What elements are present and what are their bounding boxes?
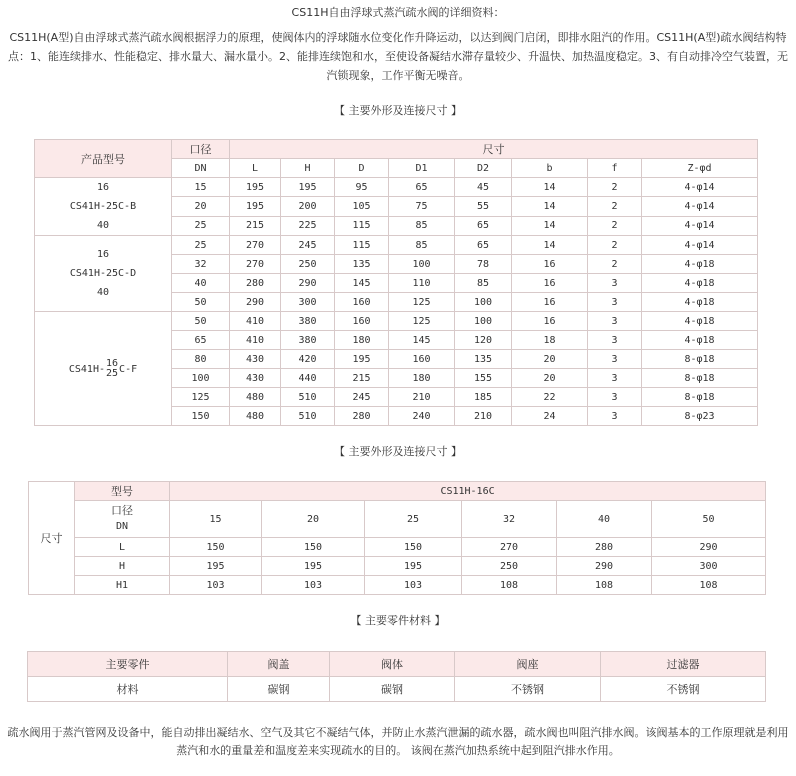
model-lines [35, 245, 171, 302]
table-cell: 14 [512, 178, 588, 197]
table-cell: 280 [335, 407, 389, 426]
table-cell: 510 [281, 388, 335, 407]
table-cell: 3 [588, 312, 642, 331]
column-header: f [588, 159, 642, 178]
material-header: 过滤器 [601, 652, 766, 677]
table-cell: 75 [389, 197, 455, 216]
table-cell: 15 [172, 178, 230, 197]
material-value: 碳钢 [228, 677, 330, 702]
model-line: 40 [96, 220, 110, 231]
section-title-dimensions-2: 【 主要外形及连接尺寸 】 [334, 445, 462, 458]
intro-paragraph: CS11H(A型)自由浮球式蒸汽疏水阀根据浮力的原理，使阀体内的浮球随水位变化作升降运动，以达到阀门启闭，即排水阻汽的作用。CS11H(A型)疏水阀结构特点：1、能连续排水、性能稳定、排水量大、漏水量小。2、能排连续饱和水，至使设备凝结水滞存量较少、升温快、加热温度稳定。3、有自动排冷空气装置，无汽锁现象，工作平衡无噪音。 [8, 31, 788, 82]
table-cell: 65 [455, 236, 512, 255]
page-title: CS11H自由浮球式蒸汽疏水阀的详细资料： [291, 6, 505, 19]
table-cell: 380 [281, 312, 335, 331]
table-cell: 3 [588, 274, 642, 293]
dn-value: 40 [557, 501, 652, 538]
table-cell: 195 [262, 557, 365, 576]
table-row [29, 557, 766, 576]
table-cell: 430 [230, 369, 281, 388]
table-cell: 200 [281, 197, 335, 216]
dimension-table-cs11h [28, 481, 766, 595]
header-bore: 口径 [172, 140, 230, 159]
table-cell: 380 [281, 331, 335, 350]
table-cell: 300 [281, 293, 335, 312]
bore-label: 口径 [111, 504, 133, 517]
table-cell: 480 [230, 407, 281, 426]
table-cell: 185 [455, 388, 512, 407]
table-cell: 280 [557, 538, 652, 557]
table-cell: 195 [281, 178, 335, 197]
table-cell: 290 [557, 557, 652, 576]
model-lines [35, 178, 171, 235]
table-cell: 25 [172, 236, 230, 255]
table-cell: 105 [335, 197, 389, 216]
material-header: 阀体 [330, 652, 455, 677]
table-cell: 3 [588, 369, 642, 388]
table-cell: 160 [389, 350, 455, 369]
table-cell: 85 [455, 274, 512, 293]
column-header: DN [172, 159, 230, 178]
table-cell: 210 [389, 388, 455, 407]
materials-table [27, 651, 766, 702]
table-cell: 125 [389, 312, 455, 331]
table-cell: 125 [172, 388, 230, 407]
column-header: L [230, 159, 281, 178]
table-cell: 240 [389, 407, 455, 426]
dimension-table-cs41h [34, 139, 758, 426]
table-cell: 85 [389, 216, 455, 235]
model-suffix: C-F [119, 363, 138, 375]
model-line: 16 [96, 249, 110, 260]
column-header: H [281, 159, 335, 178]
table-cell: 420 [281, 350, 335, 369]
table-cell: 290 [652, 538, 766, 557]
table-cell: 180 [335, 331, 389, 350]
table-cell: 4-φ18 [642, 312, 758, 331]
table-cell: 155 [455, 369, 512, 388]
header-size: 尺寸 [230, 140, 758, 159]
table-cell: 195 [230, 178, 281, 197]
table-cell: 270 [462, 538, 557, 557]
table-cell: 100 [172, 369, 230, 388]
row-label: H1 [75, 576, 170, 595]
table-cell: 150 [172, 407, 230, 426]
model-line: 16 [96, 182, 110, 193]
table-row [29, 538, 766, 557]
table-row [35, 236, 758, 255]
table-cell: 4-φ14 [642, 197, 758, 216]
table-cell: 145 [389, 331, 455, 350]
material-header: 主要零件 [28, 652, 228, 677]
section-title-dimensions-1: 【 主要外形及连接尺寸 】 [334, 104, 462, 117]
material-value: 不锈钢 [455, 677, 601, 702]
table-cell: 150 [170, 538, 262, 557]
dn-value: 15 [170, 501, 262, 538]
table-cell: 180 [389, 369, 455, 388]
row-label: L [75, 538, 170, 557]
table-cell: 150 [262, 538, 365, 557]
table-cell: 32 [172, 255, 230, 274]
table-cell: 250 [462, 557, 557, 576]
model-pressure-range [106, 359, 118, 379]
dn-value: 32 [462, 501, 557, 538]
table-cell: 16 [512, 274, 588, 293]
table-cell: 510 [281, 407, 335, 426]
model-prefix: CS41H- [68, 363, 105, 375]
table-row [35, 312, 758, 331]
table-cell: 250 [281, 255, 335, 274]
model-pressure-top: 16 [106, 357, 119, 369]
table-cell: 16 [512, 255, 588, 274]
header-product-model: 产品型号 [35, 140, 172, 178]
table-cell: 270 [230, 236, 281, 255]
table-cell: 40 [172, 274, 230, 293]
table-cell: 215 [230, 216, 281, 235]
outro-paragraph: 疏水阀用于蒸汽管网及设备中，能自动排出凝结水、空气及其它不凝结气体，并防止水蒸汽泄漏的疏水器，疏水阀也叫阻汽排水阀。该阀基本的工作原理就是利用蒸汽和水的重量差和温度差来实现疏水的目的。 该阀在蒸汽加热系统中起到阻汽排水作用。 [7, 726, 789, 757]
column-header: b [512, 159, 588, 178]
table-cell: 110 [389, 274, 455, 293]
table-cell: 195 [170, 557, 262, 576]
table-cell: 16 [512, 312, 588, 331]
table-cell: 22 [512, 388, 588, 407]
table-cell: 45 [455, 178, 512, 197]
table-cell: 430 [230, 350, 281, 369]
row-label: H [75, 557, 170, 576]
table-cell: 108 [557, 576, 652, 595]
table-cell: 3 [588, 388, 642, 407]
table-cell: 410 [230, 331, 281, 350]
material-value: 材料 [28, 677, 228, 702]
table-cell: 2 [588, 178, 642, 197]
dn-value: 20 [262, 501, 365, 538]
side-label-size: 尺寸 [29, 482, 75, 595]
table-cell: 78 [455, 255, 512, 274]
material-value: 不锈钢 [601, 677, 766, 702]
column-header: D1 [389, 159, 455, 178]
table-cell: 160 [335, 312, 389, 331]
table-cell: 14 [512, 236, 588, 255]
section-title-materials: 【 主要零件材料 】 [350, 614, 446, 627]
table-cell: 14 [512, 197, 588, 216]
table-row [35, 178, 758, 197]
table-cell: 20 [512, 369, 588, 388]
table-cell: 225 [281, 216, 335, 235]
table-cell: 20 [172, 197, 230, 216]
table-cell: 3 [588, 293, 642, 312]
table-cell: 480 [230, 388, 281, 407]
table-cell: 290 [230, 293, 281, 312]
model-cell [35, 178, 172, 236]
table-cell: 2 [588, 197, 642, 216]
header-model: 型号 [75, 482, 170, 501]
table-cell: 4-φ14 [642, 216, 758, 235]
table-cell: 95 [335, 178, 389, 197]
dn-value: 25 [365, 501, 462, 538]
model-line: CS41H-25C-D [69, 268, 137, 279]
material-header: 阀座 [455, 652, 601, 677]
table-cell: 8-φ18 [642, 350, 758, 369]
table-cell: 100 [455, 312, 512, 331]
table-cell: 8-φ18 [642, 369, 758, 388]
material-header: 阀盖 [228, 652, 330, 677]
table-cell: 108 [462, 576, 557, 595]
dn-value: 50 [652, 501, 766, 538]
model-cell [35, 236, 172, 312]
table-cell: 120 [455, 331, 512, 350]
table-cell: 195 [365, 557, 462, 576]
table-cell: 65 [172, 331, 230, 350]
table-cell: 245 [281, 236, 335, 255]
table-cell: 8-φ23 [642, 407, 758, 426]
table-cell: 270 [230, 255, 281, 274]
table-cell: 108 [652, 576, 766, 595]
table-cell: 4-φ18 [642, 331, 758, 350]
table-cell: 4-φ18 [642, 274, 758, 293]
table-cell: 103 [365, 576, 462, 595]
table-cell: 145 [335, 274, 389, 293]
column-header: D2 [455, 159, 512, 178]
table-cell: 18 [512, 331, 588, 350]
table-cell: 440 [281, 369, 335, 388]
table-cell: 3 [588, 407, 642, 426]
table-cell: 300 [652, 557, 766, 576]
column-header: Z-φd [642, 159, 758, 178]
table-cell: 100 [455, 293, 512, 312]
table-cell: 50 [172, 293, 230, 312]
table-cell: 4-φ14 [642, 236, 758, 255]
table-cell: 410 [230, 312, 281, 331]
table-cell: 125 [389, 293, 455, 312]
table-cell: 65 [389, 178, 455, 197]
table-cell: 115 [335, 216, 389, 235]
table-cell: 25 [172, 216, 230, 235]
table-cell: 2 [588, 236, 642, 255]
table-cell: 135 [455, 350, 512, 369]
table-cell: 20 [512, 350, 588, 369]
table-cell: 115 [335, 236, 389, 255]
table-cell: 215 [335, 369, 389, 388]
model-line: 40 [96, 287, 110, 298]
dn-label: DN [115, 521, 129, 532]
table-cell: 195 [230, 197, 281, 216]
column-header: D [335, 159, 389, 178]
table-cell: 24 [512, 407, 588, 426]
table-cell: 195 [335, 350, 389, 369]
table-cell: 245 [335, 388, 389, 407]
model-value: CS11H-16C [170, 482, 766, 501]
table-cell: 150 [365, 538, 462, 557]
table-row [29, 576, 766, 595]
table-cell: 280 [230, 274, 281, 293]
table-cell: 65 [455, 216, 512, 235]
table-cell: 103 [262, 576, 365, 595]
table-cell: 2 [588, 255, 642, 274]
header-bore-dn [75, 501, 170, 538]
table-cell: 85 [389, 236, 455, 255]
table-cell: 14 [512, 216, 588, 235]
table-cell: 3 [588, 331, 642, 350]
table-cell: 4-φ18 [642, 293, 758, 312]
table-cell: 103 [170, 576, 262, 595]
table-cell: 8-φ18 [642, 388, 758, 407]
model-cell [35, 312, 172, 426]
table-cell: 4-φ18 [642, 255, 758, 274]
table-cell: 16 [512, 293, 588, 312]
table-cell: 100 [389, 255, 455, 274]
table-cell: 135 [335, 255, 389, 274]
table-cell: 2 [588, 216, 642, 235]
table-cell: 160 [335, 293, 389, 312]
table-cell: 3 [588, 350, 642, 369]
model-pressure-bottom: 25 [106, 367, 119, 379]
table-cell: 4-φ14 [642, 178, 758, 197]
table-cell: 55 [455, 197, 512, 216]
model-line: CS41H-25C-B [69, 201, 137, 212]
table-cell: 80 [172, 350, 230, 369]
material-value: 碳钢 [330, 677, 455, 702]
table-cell: 290 [281, 274, 335, 293]
table-cell: 50 [172, 312, 230, 331]
table-cell: 210 [455, 407, 512, 426]
